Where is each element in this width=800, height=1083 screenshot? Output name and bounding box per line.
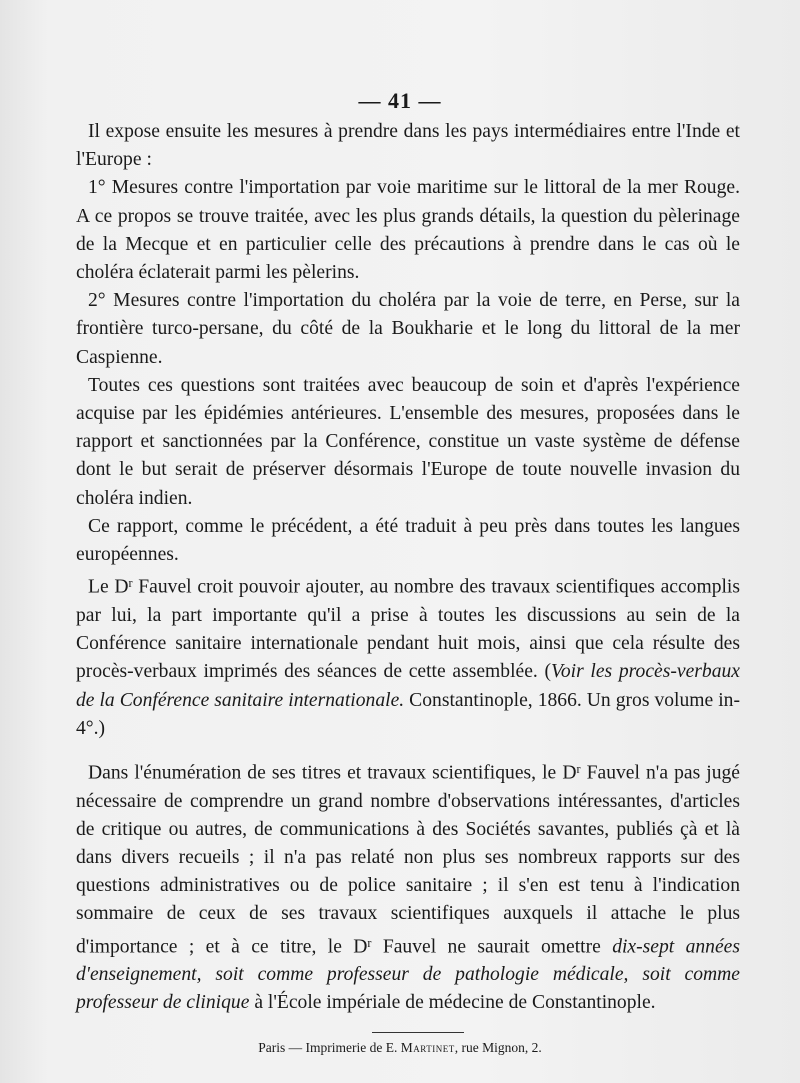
paragraph-conference [76, 569, 740, 743]
superscript: r [367, 935, 372, 950]
paragraph-intro: Il expose ensuite les mesures à prendre dans les pays intermédiaires entre l'Inde et l'Europe : [76, 121, 740, 171]
text-run: Constantinople, 1866. Un gros volume in-4°.) [76, 689, 740, 739]
text-run: à l'École impériale de médecine de Constantinople. [249, 992, 656, 1014]
text-run: Le D [88, 576, 129, 598]
footer-divider [372, 1032, 464, 1033]
paragraph-enumeration [76, 755, 740, 1018]
text-run: Dans l'énumération de ses titres et travaux scientifiques, le D [88, 762, 577, 784]
superscript: r [576, 761, 581, 776]
text-run: Fauvel ne saurait omettre [371, 936, 613, 958]
paragraph-land-measures: 2° Mesures contre l'importation du choléra par la voie de terre, en Perse, sur la frontière turco-persane, du côté de la Boukharie et le long du littoral de la mer Caspienne. [76, 290, 740, 368]
paragraph-defense-system: Toutes ces questions sont traitées avec beaucoup de soin et d'après l'expérience acquise par les épidémies antérieures. L'ensemble des mesures, proposées dans le rapport et sanctionnées par la Conférence, constitue un vaste système de défense dont le but serait de préserver désormais l'Europe de toute nouvelle invasion du choléra indien. [76, 374, 740, 509]
italic-citation: Voir les procès-verbaux de la Conférence sanitaire internationale. [76, 661, 740, 711]
body-text [76, 118, 740, 1018]
page-number: — 41 — [358, 88, 442, 113]
text-run: Fauvel n'a pas jugé nécessaire de comprendre un grand nombre d'observations intéressantes, d'articles de critique ou autres, de communications à des Sociétés savantes, publiés çà et là dans divers recueils ; il n'a pas relaté non plus ses nombreux rapports sur des questions administratives ou de police sanitaire ; il s'en est tenu à l'indication sommaire de ceux de ses travaux scientifiques auxquels il attache le plus d'importance ; et à ce titre, le D [76, 762, 740, 958]
footer-suffix: , rue Mignon, 2. [454, 1040, 542, 1055]
paragraph-gap [76, 743, 740, 755]
printer-footer [0, 1040, 800, 1056]
footer-printer-name: Martinet [400, 1040, 455, 1055]
paragraph-translation: Ce rapport, comme le précédent, a été traduit à peu près dans toutes les langues européennes. [76, 515, 740, 566]
superscript: r [128, 576, 133, 591]
italic-teaching: dix-sept années d'enseignement, soit comme professeur de pathologie médicale, soit comme professeur de clinique [76, 936, 740, 1014]
text-run: Fauvel croit pouvoir ajouter, au nombre des travaux scientifiques accomplis par lui, la part importante qu'il a prise à toutes les discussions au sein de la Conférence sanitaire internationale pendant huit mois, ainsi que cela résulte des procès-verbaux imprimés des séances de cette assemblée. ( [76, 576, 741, 683]
footer-prefix: Paris — Imprimerie de E. [258, 1040, 401, 1055]
paragraph-maritime-measures: 1° Mesures contre l'importation par voie maritime sur le littoral de la mer Rouge. A ce propos se trouve traitée, avec les plus grands détails, la question du pèlerinage de la Mecque et en particulier celle des précautions à prendre dans le cas où le choléra éclaterait parmi les pèlerins. [76, 177, 740, 284]
